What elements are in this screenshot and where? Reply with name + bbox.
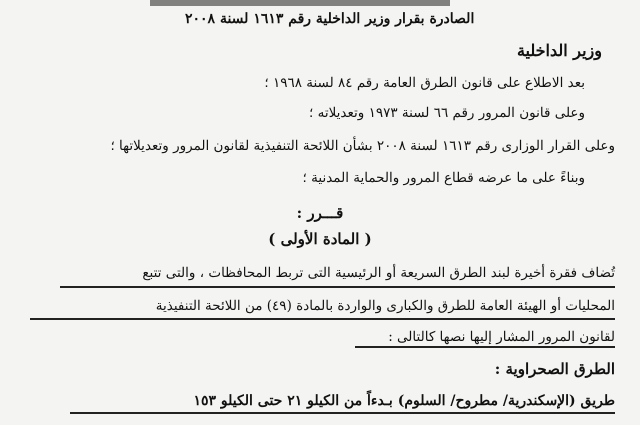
preamble-line-3: وعلى القرار الوزارى رقم ١٦١٣ لسنة ٢٠٠٨ بشأن اللائحة التنفيذية لقانون المرور وتعديلاتها ؛	[110, 138, 615, 154]
decree-subtitle: الصادرة بقرار وزير الداخلية رقم ١٦١٣ لسنة ٢٠٠٨	[185, 11, 475, 27]
section-heading: الطرق الصحراوية :	[494, 360, 615, 378]
article-body-line-1: تُضاف فقرة أخيرة لبند الطرق السريعة أو الرئيسية التى تربط المحافظات ، والتى تتبع	[142, 265, 615, 281]
ministry-heading: وزير الداخلية	[516, 41, 602, 60]
preamble-line-2: وعلى قانون المرور رقم ٦٦ لسنة ١٩٧٣ وتعديلاته ؛	[309, 105, 585, 121]
article-body-line-2: المحليات أو الهيئة العامة للطرق والكبارى والواردة بالمادة (٤٩) من اللائحة التنفيذية	[155, 298, 615, 314]
road-description: طريق (الإسكندرية/ مطروح/ السلوم) بـدءاً من الكيلو ٢١ حتى الكيلو ١٥٣	[193, 393, 615, 409]
preamble-line-4: وبناءً على ما عرضه قطاع المرور والحماية المدنية ؛	[302, 170, 585, 186]
article-body-line-3: لقانون المرور المشار إليها نصها كالتالى :	[388, 329, 615, 345]
underline	[30, 318, 615, 320]
underline	[355, 346, 615, 348]
cropped-header-band	[150, 0, 450, 6]
preamble-line-1: بعد الاطلاع على قانون الطرق العامة رقم ٨٤ لسنة ١٩٦٨ ؛	[264, 75, 585, 91]
underline	[70, 412, 615, 414]
article-heading: ( المادة الأولى )	[268, 230, 372, 248]
underline	[60, 286, 615, 288]
decree-heading: قـــرر :	[296, 204, 344, 222]
